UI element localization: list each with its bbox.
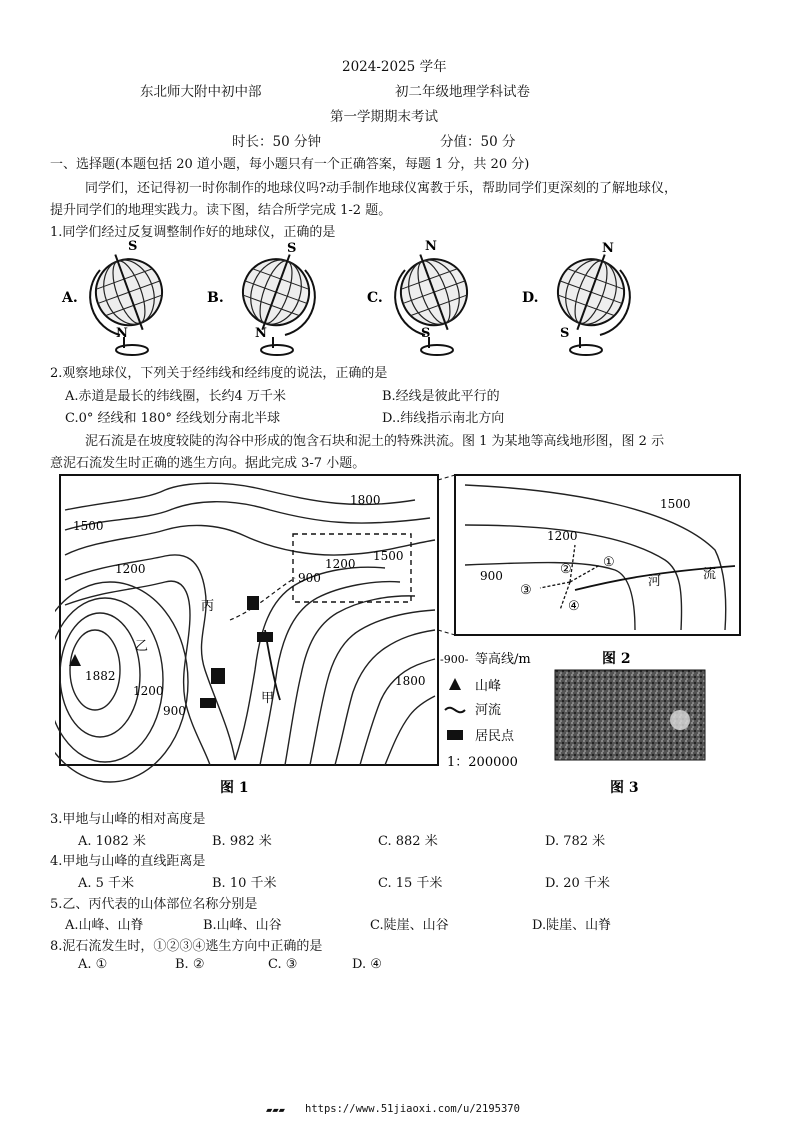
legend-peak-icon <box>449 678 461 690</box>
globe-option-a <box>60 240 190 364</box>
q4-stem: 4.甲地与山峰的直线距离是 <box>50 854 206 869</box>
fig1-label-1500b: 1500 <box>373 549 404 563</box>
q4-option-a: A. 5 千米 <box>78 876 135 891</box>
globe-option-d <box>520 240 650 364</box>
globe-a-icon <box>60 240 190 360</box>
fig2-caption: 图 2 <box>602 651 631 667</box>
intro-line-1: 同学们，还记得初一时你制作的地球仪吗?动手制作地球仪寓教于乐，帮助同学们更深刻的了解地球仪， <box>85 181 677 196</box>
fig1-label-yi: 乙 <box>135 639 149 654</box>
legend-river-icon <box>445 708 465 713</box>
legend-peak: 山峰 <box>475 679 502 694</box>
fig2-river-label-1: 河 <box>648 574 662 589</box>
q2-stem: 2.观察地球仪，下列关于经纬线和经纬度的说法，正确的是 <box>50 366 388 381</box>
legend-settlement: 居民点 <box>475 729 515 744</box>
fig2-arrow-1: ① <box>603 555 615 570</box>
fig1-label-1200c: 1200 <box>133 684 164 698</box>
q1-stem: 1.同学们经过反复调整制作好的地球仪，正确的是 <box>50 225 336 240</box>
legend-contour-sample: -900- <box>440 653 469 666</box>
q5-option-c: C.陡崖、山谷 <box>370 918 449 933</box>
q2-option-d: D..纬线指示南北方向 <box>382 411 505 426</box>
globe-d-bottom-pole: S <box>560 326 570 341</box>
globe-c-top-pole: N <box>425 240 437 254</box>
q3-stem: 3.甲地与山峰的相对高度是 <box>50 812 206 827</box>
exam-title: 初二年级地理学科试卷 <box>395 84 530 100</box>
q3-option-c: C. 882 米 <box>378 834 438 849</box>
settlement-icon <box>247 596 259 610</box>
globe-a-label: A. <box>62 290 78 306</box>
fig1-peak-elevation: 1882 <box>85 669 116 683</box>
q4-option-c: C. 15 千米 <box>378 876 443 891</box>
globe-a-bottom-pole: N <box>116 326 128 341</box>
globe-option-b <box>205 240 335 364</box>
globe-d-top-pole: N <box>602 241 614 256</box>
fig1-label-1500a: 1500 <box>73 519 104 533</box>
q8-option-b: B. ② <box>175 957 205 972</box>
passage-line-1: 泥石流是在坡度较陡的沟谷中形成的饱含石块和泥土的特殊洪流。图 1 为某地等高线地形图，图 2 示 <box>85 434 665 449</box>
fig1-label-1800a: 1800 <box>350 493 381 507</box>
fig2-frame <box>455 475 740 635</box>
footer-url[interactable]: https://www.51jiaoxi.com/u/2195370 <box>305 1103 520 1115</box>
q8-option-c: C. ③ <box>268 957 298 972</box>
globe-b-top-pole: S <box>287 241 297 256</box>
fig1-label-1200b: 1200 <box>325 557 356 571</box>
globe-c-label: C. <box>367 290 383 306</box>
globe-b-label: B. <box>207 290 224 306</box>
fig2-label-1500: 1500 <box>660 497 691 511</box>
fig1-label-900b: 900 <box>163 704 186 718</box>
legend-contour: 等高线/m <box>475 652 531 667</box>
fig2-label-1200: 1200 <box>547 529 578 543</box>
legend-scale: 1：200000 <box>447 755 518 770</box>
globe-d-icon <box>520 240 650 360</box>
settlement-icon <box>257 632 273 642</box>
fig3-caption: 图 3 <box>610 780 639 796</box>
q4-option-d: D. 20 千米 <box>545 876 610 891</box>
q3-option-d: D. 782 米 <box>545 834 606 849</box>
intro-line-2: 提升同学们的地理实践力。读下图，结合所学完成 1-2 题。 <box>50 203 392 218</box>
exam-year: 2024-2025 学年 <box>342 59 447 75</box>
footer-watermark-icon: ▰▰▰ <box>266 1104 285 1116</box>
q2-option-a: A.赤道是最长的纬线圈，长约4 万千米 <box>65 389 286 404</box>
score: 分值：50 分 <box>440 134 516 150</box>
term-title: 第一学期期末考试 <box>330 109 438 125</box>
legend-river: 河流 <box>475 703 502 718</box>
globe-b-bottom-pole: N <box>255 326 267 341</box>
q2-option-c: C.0° 经线和 180° 经线划分南北半球 <box>65 411 281 426</box>
globe-option-c <box>365 240 495 364</box>
fig2-label-900: 900 <box>480 569 503 583</box>
globe-b-icon <box>205 240 335 360</box>
globe-a-top-pole: S <box>128 240 138 254</box>
fig2-arrow-2: ② <box>560 562 572 577</box>
q3-option-a: A. 1082 米 <box>78 834 146 849</box>
q5-option-d: D.陡崖、山脊 <box>532 918 612 933</box>
q8-option-d: D. ④ <box>352 957 382 972</box>
fig1-caption: 图 1 <box>220 780 249 796</box>
globe-d-label: D. <box>522 290 539 306</box>
q3-option-b: B. 982 米 <box>212 834 272 849</box>
fig1-label-900a: 900 <box>298 571 321 585</box>
fig1-label-1800b: 1800 <box>395 674 426 688</box>
fig1-label-bing: 丙 <box>201 599 215 614</box>
q5-stem: 5.乙、丙代表的山体部位名称分别是 <box>50 897 258 912</box>
section-title: 一、选择题(本题包括 20 道小题，每小题只有一个正确答案，每题 1 分，共 20 分) <box>50 157 530 172</box>
fig2-arrow-4: ④ <box>568 599 580 614</box>
school-name: 东北师大附中初中部 <box>140 84 262 100</box>
duration: 时长：50 分钟 <box>232 134 321 150</box>
settlement-icon <box>200 698 216 708</box>
legend-settlement-icon <box>447 730 463 740</box>
q5-option-a: A.山峰、山脊 <box>65 918 144 933</box>
fig2-arrow-3: ③ <box>520 583 532 598</box>
globe-c-bottom-pole: S <box>421 326 431 341</box>
q5-option-b: B.山峰、山谷 <box>203 918 282 933</box>
fig1-label-jia: 甲 <box>261 691 275 706</box>
globe-c-icon <box>365 240 495 360</box>
q2-option-b: B.经线是彼此平行的 <box>382 389 500 404</box>
figure-block <box>55 470 745 805</box>
settlement-icon <box>211 668 225 684</box>
fig1-label-1200a: 1200 <box>115 562 146 576</box>
passage-line-2: 意泥石流发生时正确的逃生方向。据此完成 3-7 小题。 <box>50 456 366 471</box>
q8-stem: 8.泥石流发生时，①②③④逃生方向中正确的是 <box>50 939 323 954</box>
fig2-river-label-2: 流 <box>703 567 717 582</box>
q8-option-a: A. ① <box>78 957 108 972</box>
q4-option-b: B. 10 千米 <box>212 876 277 891</box>
